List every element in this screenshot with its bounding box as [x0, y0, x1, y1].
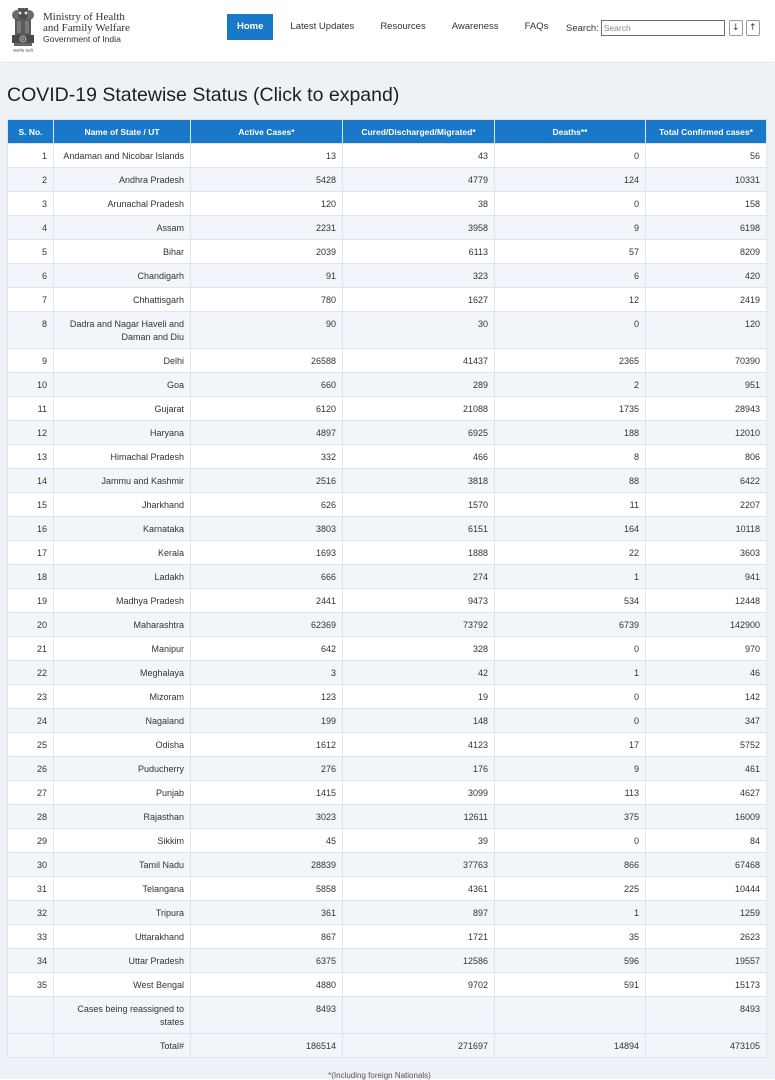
cell-sno: 4 [8, 216, 54, 240]
cell-sno: 35 [8, 973, 54, 997]
cell-active-cases: 2441 [191, 589, 343, 613]
table-row[interactable] [8, 709, 767, 733]
cell-cured: 176 [343, 757, 495, 781]
cell-deaths: 6 [495, 264, 646, 288]
cell-total-confirmed: 2207 [646, 493, 767, 517]
cell-total-confirmed: 46 [646, 661, 767, 685]
table-row[interactable] [8, 288, 767, 312]
cell-active-cases: 28839 [191, 853, 343, 877]
table-row[interactable] [8, 421, 767, 445]
cell-total-confirmed: 4627 [646, 781, 767, 805]
nav-home[interactable]: Home [227, 14, 273, 40]
table-row[interactable] [8, 312, 767, 349]
cell-cured: 4779 [343, 168, 495, 192]
cell-total-confirmed: 10118 [646, 517, 767, 541]
cell-deaths: 225 [495, 877, 646, 901]
table-row[interactable] [8, 805, 767, 829]
cell-active-cases: 3023 [191, 805, 343, 829]
cell-active-cases: 332 [191, 445, 343, 469]
cell-sno: 14 [8, 469, 54, 493]
cell-active-cases: 8493 [191, 997, 343, 1034]
cell-total-confirmed: 142 [646, 685, 767, 709]
cell-state-name: Manipur [54, 637, 191, 661]
nav-awareness[interactable]: Awareness [451, 21, 499, 32]
cell-state-name: Puducherry [54, 757, 191, 781]
cell-deaths: 1735 [495, 397, 646, 421]
main-nav [227, 14, 574, 40]
cell-total-confirmed: 8493 [646, 997, 767, 1034]
cell-active-cases: 3803 [191, 517, 343, 541]
total-active: 186514 [191, 1034, 343, 1058]
table-row[interactable] [8, 517, 767, 541]
cell-deaths: 596 [495, 949, 646, 973]
cell-cured: 38 [343, 192, 495, 216]
cell-cured: 30 [343, 312, 495, 349]
cell-deaths: 0 [495, 685, 646, 709]
cell-deaths: 17 [495, 733, 646, 757]
cell-sno: 16 [8, 517, 54, 541]
table-row[interactable] [8, 637, 767, 661]
cell-active-cases: 5428 [191, 168, 343, 192]
table-row[interactable] [8, 949, 767, 973]
cell-sno: 19 [8, 589, 54, 613]
cell-deaths: 164 [495, 517, 646, 541]
brand-line-3: Government of India [43, 34, 121, 44]
cell-deaths: 0 [495, 144, 646, 168]
table-row[interactable] [8, 216, 767, 240]
brand-text [43, 12, 130, 45]
cell-deaths: 0 [495, 192, 646, 216]
cell-cured: 12586 [343, 949, 495, 973]
cell-cured: 6151 [343, 517, 495, 541]
cell-sno: 33 [8, 925, 54, 949]
cell-total-confirmed: 84 [646, 829, 767, 853]
cell-total-confirmed: 8209 [646, 240, 767, 264]
emblem-caption: सत्यमेव जयते [13, 48, 33, 53]
cell-active-cases: 2039 [191, 240, 343, 264]
cell-state-name: Odisha [54, 733, 191, 757]
total-label: Total# [54, 1034, 191, 1058]
col-header-cured[interactable]: Cured/Discharged/Migrated* [343, 120, 495, 144]
cell-sno: 5 [8, 240, 54, 264]
cell-active-cases: 780 [191, 288, 343, 312]
cell-deaths: 0 [495, 312, 646, 349]
total-sno [8, 1034, 54, 1058]
cell-sno: 6 [8, 264, 54, 288]
cell-cured: 4123 [343, 733, 495, 757]
cell-state-name: Chhattisgarh [54, 288, 191, 312]
cell-total-confirmed: 1259 [646, 901, 767, 925]
cell-deaths: 12 [495, 288, 646, 312]
cell-active-cases: 123 [191, 685, 343, 709]
cell-cured: 323 [343, 264, 495, 288]
col-header-state[interactable]: Name of State / UT [54, 120, 191, 144]
cell-total-confirmed: 28943 [646, 397, 767, 421]
cell-state-name: Dadra and Nagar Haveli and Daman and Diu [54, 312, 191, 349]
cell-sno: 13 [8, 445, 54, 469]
cell-total-confirmed: 56 [646, 144, 767, 168]
table-row[interactable] [8, 397, 767, 421]
site-header [0, 0, 775, 63]
table-row[interactable] [8, 445, 767, 469]
cell-cured: 148 [343, 709, 495, 733]
cell-cured: 37763 [343, 853, 495, 877]
cell-active-cases: 3 [191, 661, 343, 685]
col-header-active[interactable]: Active Cases* [191, 120, 343, 144]
cell-state-name: Sikkim [54, 829, 191, 853]
total-confirmed: 473105 [646, 1034, 767, 1058]
cell-total-confirmed: 806 [646, 445, 767, 469]
brand-line-1: Ministry of Health [43, 11, 125, 23]
cell-deaths: 2365 [495, 349, 646, 373]
cell-deaths: 0 [495, 709, 646, 733]
cell-sno: 32 [8, 901, 54, 925]
cell-state-name: Chandigarh [54, 264, 191, 288]
cell-sno: 11 [8, 397, 54, 421]
nav-faqs[interactable]: FAQs [524, 21, 549, 32]
cell-cured: 43 [343, 144, 495, 168]
cell-deaths: 9 [495, 757, 646, 781]
cell-sno: 21 [8, 637, 54, 661]
page-title[interactable]: COVID-19 Statewise Status (Click to expand) [7, 84, 400, 106]
cell-total-confirmed: 461 [646, 757, 767, 781]
cell-cured: 1627 [343, 288, 495, 312]
cell-state-name: Mizoram [54, 685, 191, 709]
cell-total-confirmed: 16009 [646, 805, 767, 829]
cell-active-cases: 62369 [191, 613, 343, 637]
cell-cured: 6925 [343, 421, 495, 445]
cell-state-name: Delhi [54, 349, 191, 373]
cell-state-name: Maharashtra [54, 613, 191, 637]
cell-total-confirmed: 5752 [646, 733, 767, 757]
cell-state-name: Cases being reassigned to states [54, 997, 191, 1034]
cell-cured: 3818 [343, 469, 495, 493]
cell-active-cases: 6120 [191, 397, 343, 421]
search-label: Search: [566, 22, 599, 34]
nav-resources[interactable]: Resources [380, 21, 426, 32]
cell-total-confirmed: 70390 [646, 349, 767, 373]
cell-active-cases: 867 [191, 925, 343, 949]
total-cured: 271697 [343, 1034, 495, 1058]
table-row[interactable] [8, 144, 767, 168]
search-next-button[interactable]: ↓ [729, 20, 743, 36]
cell-state-name: Goa [54, 373, 191, 397]
cell-deaths: 57 [495, 240, 646, 264]
table-row[interactable] [8, 853, 767, 877]
cell-sno: 9 [8, 349, 54, 373]
cell-sno: 30 [8, 853, 54, 877]
col-header-sno[interactable]: S. No. [8, 120, 54, 144]
cell-deaths: 0 [495, 637, 646, 661]
cell-deaths: 534 [495, 589, 646, 613]
cell-total-confirmed: 951 [646, 373, 767, 397]
cell-active-cases: 91 [191, 264, 343, 288]
cell-total-confirmed: 120 [646, 312, 767, 349]
cell-deaths: 1 [495, 901, 646, 925]
cell-sno: 2 [8, 168, 54, 192]
cell-cured: 6113 [343, 240, 495, 264]
cell-deaths: 2 [495, 373, 646, 397]
cell-deaths: 591 [495, 973, 646, 997]
table-row[interactable] [8, 901, 767, 925]
cell-state-name: Gujarat [54, 397, 191, 421]
cell-sno: 15 [8, 493, 54, 517]
cell-state-name: Kerala [54, 541, 191, 565]
cell-state-name: Jharkhand [54, 493, 191, 517]
cell-state-name: Meghalaya [54, 661, 191, 685]
cell-total-confirmed: 2623 [646, 925, 767, 949]
cell-active-cases: 90 [191, 312, 343, 349]
cell-sno: 8 [8, 312, 54, 349]
cell-state-name: Himachal Pradesh [54, 445, 191, 469]
cell-total-confirmed: 970 [646, 637, 767, 661]
cell-active-cases: 1612 [191, 733, 343, 757]
cell-active-cases: 361 [191, 901, 343, 925]
table-row[interactable] [8, 541, 767, 565]
cell-total-confirmed: 6422 [646, 469, 767, 493]
cell-state-name: Uttarakhand [54, 925, 191, 949]
col-header-deaths[interactable]: Deaths** [495, 120, 646, 144]
cell-sno: 29 [8, 829, 54, 853]
cell-deaths: 1 [495, 661, 646, 685]
cell-cured: 328 [343, 637, 495, 661]
table-row[interactable] [8, 589, 767, 613]
cell-deaths: 188 [495, 421, 646, 445]
table-row[interactable] [8, 973, 767, 997]
cell-active-cases: 660 [191, 373, 343, 397]
cell-active-cases: 120 [191, 192, 343, 216]
cell-cured: 466 [343, 445, 495, 469]
table-row[interactable] [8, 877, 767, 901]
table-row[interactable] [8, 469, 767, 493]
cell-state-name: Telangana [54, 877, 191, 901]
cell-active-cases: 666 [191, 565, 343, 589]
cell-total-confirmed: 6198 [646, 216, 767, 240]
cell-active-cases: 1415 [191, 781, 343, 805]
cell-sno: 31 [8, 877, 54, 901]
cell-cured [343, 997, 495, 1034]
table-row[interactable] [8, 829, 767, 853]
cell-deaths: 11 [495, 493, 646, 517]
cell-total-confirmed: 15173 [646, 973, 767, 997]
cell-sno: 17 [8, 541, 54, 565]
cell-total-confirmed: 10444 [646, 877, 767, 901]
brand-line-2: and Family Welfare [43, 22, 130, 34]
cell-cured: 19 [343, 685, 495, 709]
total-deaths: 14894 [495, 1034, 646, 1058]
cell-total-confirmed: 10331 [646, 168, 767, 192]
cell-sno: 26 [8, 757, 54, 781]
search-prev-button[interactable]: ↑ [746, 20, 760, 36]
cell-state-name: Arunachal Pradesh [54, 192, 191, 216]
cell-sno: 12 [8, 421, 54, 445]
cell-total-confirmed: 142900 [646, 613, 767, 637]
cell-state-name: Nagaland [54, 709, 191, 733]
table-row[interactable] [8, 613, 767, 637]
cell-state-name: Tripura [54, 901, 191, 925]
cell-state-name: Karnataka [54, 517, 191, 541]
cell-deaths: 35 [495, 925, 646, 949]
statewise-table [7, 119, 767, 1058]
cell-sno: 18 [8, 565, 54, 589]
cell-deaths: 375 [495, 805, 646, 829]
cell-cured: 73792 [343, 613, 495, 637]
cell-sno: 34 [8, 949, 54, 973]
table-row[interactable] [8, 757, 767, 781]
cell-cured: 1570 [343, 493, 495, 517]
cell-deaths: 124 [495, 168, 646, 192]
table-row[interactable] [8, 781, 767, 805]
cell-state-name: Rajasthan [54, 805, 191, 829]
cell-deaths: 866 [495, 853, 646, 877]
cell-cured: 39 [343, 829, 495, 853]
table-row[interactable] [8, 925, 767, 949]
table-row[interactable] [8, 685, 767, 709]
col-header-total[interactable]: Total Confirmed cases* [646, 120, 767, 144]
table-row[interactable] [8, 264, 767, 288]
cell-state-name: Andhra Pradesh [54, 168, 191, 192]
table-row[interactable] [8, 493, 767, 517]
cell-active-cases: 4880 [191, 973, 343, 997]
cell-total-confirmed: 3603 [646, 541, 767, 565]
cell-cured: 289 [343, 373, 495, 397]
table-row[interactable] [8, 240, 767, 264]
cell-active-cases: 1693 [191, 541, 343, 565]
table-header-row [8, 120, 767, 144]
table-row[interactable] [8, 997, 767, 1034]
cell-sno: 22 [8, 661, 54, 685]
nav-latest-updates[interactable]: Latest Updates [290, 21, 355, 32]
table-row[interactable] [8, 349, 767, 373]
cell-deaths: 6739 [495, 613, 646, 637]
cell-sno: 25 [8, 733, 54, 757]
cell-sno: 10 [8, 373, 54, 397]
cell-cured: 3099 [343, 781, 495, 805]
cell-state-name: Andaman and Nicobar Islands [54, 144, 191, 168]
cell-active-cases: 5858 [191, 877, 343, 901]
cell-deaths [495, 997, 646, 1034]
cell-active-cases: 2516 [191, 469, 343, 493]
cell-total-confirmed: 158 [646, 192, 767, 216]
cell-total-confirmed: 12010 [646, 421, 767, 445]
table-row[interactable] [8, 661, 767, 685]
cell-state-name: Haryana [54, 421, 191, 445]
cell-cured: 4361 [343, 877, 495, 901]
cell-active-cases: 45 [191, 829, 343, 853]
cell-total-confirmed: 67468 [646, 853, 767, 877]
table-row[interactable] [8, 168, 767, 192]
cell-deaths: 88 [495, 469, 646, 493]
cell-cured: 9473 [343, 589, 495, 613]
cell-sno: 20 [8, 613, 54, 637]
cell-sno: 24 [8, 709, 54, 733]
table-body [8, 144, 767, 1034]
cell-state-name: Assam [54, 216, 191, 240]
cell-total-confirmed: 12448 [646, 589, 767, 613]
cell-active-cases: 26588 [191, 349, 343, 373]
cell-cured: 274 [343, 565, 495, 589]
cell-state-name: Ladakh [54, 565, 191, 589]
cell-total-confirmed: 420 [646, 264, 767, 288]
cell-cured: 1721 [343, 925, 495, 949]
table-row[interactable] [8, 565, 767, 589]
cell-total-confirmed: 2419 [646, 288, 767, 312]
cell-active-cases: 4897 [191, 421, 343, 445]
cell-deaths: 8 [495, 445, 646, 469]
search-bar [566, 20, 760, 36]
cell-state-name: Tamil Nadu [54, 853, 191, 877]
cell-state-name: West Bengal [54, 973, 191, 997]
table-row[interactable] [8, 733, 767, 757]
cell-sno: 28 [8, 805, 54, 829]
cell-deaths: 22 [495, 541, 646, 565]
cell-sno: 3 [8, 192, 54, 216]
cell-cured: 897 [343, 901, 495, 925]
cell-sno [8, 997, 54, 1034]
cell-sno: 1 [8, 144, 54, 168]
table-row[interactable] [8, 192, 767, 216]
cell-cured: 41437 [343, 349, 495, 373]
cell-state-name: Bihar [54, 240, 191, 264]
main-content [0, 64, 775, 1079]
cell-sno: 7 [8, 288, 54, 312]
cell-cured: 9702 [343, 973, 495, 997]
cell-total-confirmed: 19557 [646, 949, 767, 973]
cell-active-cases: 642 [191, 637, 343, 661]
cell-deaths: 113 [495, 781, 646, 805]
cell-cured: 42 [343, 661, 495, 685]
cell-deaths: 9 [495, 216, 646, 240]
cell-total-confirmed: 347 [646, 709, 767, 733]
cell-state-name: Uttar Pradesh [54, 949, 191, 973]
cell-state-name: Punjab [54, 781, 191, 805]
cell-active-cases: 13 [191, 144, 343, 168]
cell-cured: 12611 [343, 805, 495, 829]
table-row[interactable] [8, 373, 767, 397]
cell-cured: 1888 [343, 541, 495, 565]
cell-cured: 21088 [343, 397, 495, 421]
cell-active-cases: 6375 [191, 949, 343, 973]
cell-sno: 23 [8, 685, 54, 709]
cell-active-cases: 276 [191, 757, 343, 781]
total-row [8, 1034, 767, 1058]
cell-total-confirmed: 941 [646, 565, 767, 589]
cell-active-cases: 199 [191, 709, 343, 733]
cell-active-cases: 2231 [191, 216, 343, 240]
cell-state-name: Jammu and Kashmir [54, 469, 191, 493]
search-input[interactable] [601, 20, 725, 36]
cell-sno: 27 [8, 781, 54, 805]
cell-cured: 3958 [343, 216, 495, 240]
ministry-logo[interactable] [8, 5, 158, 59]
footnote: *(Including foreign Nationals) [328, 1071, 431, 1080]
cell-active-cases: 626 [191, 493, 343, 517]
cell-state-name: Madhya Pradesh [54, 589, 191, 613]
cell-deaths: 1 [495, 565, 646, 589]
cell-deaths: 0 [495, 829, 646, 853]
